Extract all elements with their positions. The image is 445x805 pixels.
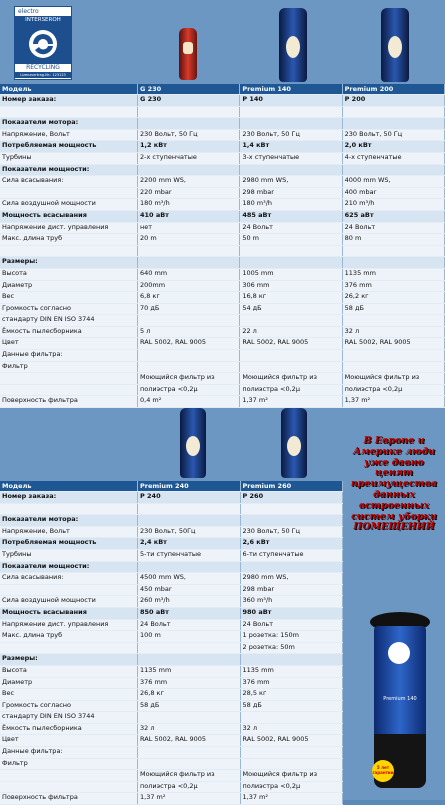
- table-cell: 625 аВт: [342, 210, 444, 222]
- table-cell: 2 розетка: 50m: [240, 642, 343, 654]
- table-cell: Поверхность фильтра: [0, 396, 138, 408]
- table-cell: 450 mbar: [138, 584, 241, 596]
- table-cell: Турбины: [0, 152, 138, 164]
- table-row: [0, 631, 343, 643]
- table-cell: [0, 584, 138, 596]
- table-cell: [240, 654, 343, 666]
- table-cell: [240, 257, 342, 269]
- table-row: [0, 106, 445, 118]
- table-row: [0, 129, 445, 141]
- table-cell: Диаметр: [0, 677, 138, 689]
- table-cell: [138, 245, 240, 257]
- table-cell: Размеры:: [0, 654, 138, 666]
- table-cell: 1,2 кВт: [138, 141, 240, 153]
- table-cell: 376 mm: [342, 280, 444, 292]
- logo-license-text: Lizenzvertrag-Nr.: 123123: [15, 72, 71, 78]
- table-cell: 26,8 кг: [138, 689, 241, 701]
- table-row: [0, 607, 343, 619]
- table-cell: Цвет: [0, 735, 138, 747]
- table-row: [0, 361, 445, 373]
- table-cell: Потребляемая мощность: [0, 141, 138, 153]
- table-cell: [240, 515, 343, 527]
- table-cell: 6,8 кг: [138, 292, 240, 304]
- table-cell: P 200: [342, 95, 444, 107]
- table-cell: 26,2 кг: [342, 292, 444, 304]
- column-header: Premium 200: [342, 84, 444, 95]
- table-cell: полиэстра <0,2µ: [240, 384, 342, 396]
- table-cell: RAL 5002, RAL 9005: [138, 735, 241, 747]
- table-cell: 20 m: [138, 234, 240, 246]
- table-cell: P 240: [138, 492, 241, 504]
- table-cell: Показатели мощности:: [0, 561, 138, 573]
- table-cell: Макс. длина труб: [0, 631, 138, 643]
- table-row: [0, 665, 343, 677]
- table-cell: Фильтр: [0, 361, 138, 373]
- table-cell: 28,5 кг: [240, 689, 343, 701]
- table-cell: 2,0 кВт: [342, 141, 444, 153]
- product-image-p140: [279, 8, 307, 82]
- table-cell: [0, 642, 138, 654]
- table-row: [0, 373, 445, 385]
- table-row: [0, 326, 445, 338]
- table-cell: Громкость согласно: [0, 303, 138, 315]
- table-cell: [342, 118, 444, 130]
- table-cell: [0, 373, 138, 385]
- table-cell: [342, 350, 444, 362]
- table-cell: 210 m³/h: [342, 199, 444, 211]
- table-cell: 2980 mm WS,: [240, 573, 343, 585]
- table-cell: Потребляемая мощность: [0, 538, 138, 550]
- table-row: [0, 315, 445, 327]
- table-cell: 58 дБ: [342, 303, 444, 315]
- table-cell: 32 л: [138, 723, 241, 735]
- table-cell: [342, 245, 444, 257]
- table-cell: 298 mbar: [240, 584, 343, 596]
- table-cell: 58 дБ: [240, 700, 343, 712]
- table-cell: Ёмкость пылесборника: [0, 326, 138, 338]
- table-cell: [240, 361, 342, 373]
- column-header: Premium 240: [138, 481, 241, 492]
- table-cell: 376 mm: [240, 677, 343, 689]
- table-cell: [138, 515, 241, 527]
- table-cell: RAL 5002, RAL 9005: [138, 338, 240, 350]
- table-cell: Вес: [0, 292, 138, 304]
- table-cell: 2200 mm WS,: [138, 176, 240, 188]
- interseroh-logo: [14, 6, 72, 80]
- table-cell: [240, 118, 342, 130]
- table-cell: Сила всасывания:: [0, 573, 138, 585]
- table-cell: 0,4 m²: [138, 396, 240, 408]
- table-cell: P 260: [240, 492, 343, 504]
- table-cell: Показатели мощности:: [0, 164, 138, 176]
- table-cell: Размеры:: [0, 257, 138, 269]
- table-cell: стандарту DIN EN ISO 3744: [0, 315, 138, 327]
- table-row: [0, 793, 343, 805]
- product-image-p200: [381, 8, 409, 82]
- table-cell: [342, 361, 444, 373]
- table-cell: 5 л: [138, 326, 240, 338]
- table-cell: 4500 mm WS,: [138, 573, 241, 585]
- table-cell: 6-ти ступенчатые: [240, 549, 343, 561]
- table-row: [0, 549, 343, 561]
- table-cell: 298 mbar: [240, 187, 342, 199]
- table-cell: 850 аВт: [138, 607, 241, 619]
- table-cell: Номер заказа:: [0, 492, 138, 504]
- table-cell: Фильтр: [0, 758, 138, 770]
- table-cell: 400 mbar: [342, 187, 444, 199]
- table-row: [0, 584, 343, 596]
- table-cell: 980 аВт: [240, 607, 343, 619]
- table-cell: Номер заказа:: [0, 95, 138, 107]
- table-cell: [240, 747, 343, 759]
- table-cell: 2,4 кВт: [138, 538, 241, 550]
- table-cell: 220 mbar: [138, 187, 240, 199]
- table-cell: [240, 712, 343, 724]
- table-cell: 70 дБ: [138, 303, 240, 315]
- table-cell: [138, 361, 240, 373]
- table-cell: [240, 164, 342, 176]
- table-cell: Показатели мотора:: [0, 515, 138, 527]
- table-row: [0, 642, 343, 654]
- table-row: [0, 303, 445, 315]
- table-cell: [138, 712, 241, 724]
- table-cell: [138, 642, 241, 654]
- table-cell: 32 л: [240, 723, 343, 735]
- table-cell: 1005 mm: [240, 268, 342, 280]
- table-cell: 1,37 m²: [138, 793, 241, 805]
- table-row: [0, 573, 343, 585]
- table-cell: 180 m³/h: [240, 199, 342, 211]
- column-header: Модель: [0, 481, 138, 492]
- table-cell: Высота: [0, 665, 138, 677]
- table-row: [0, 384, 445, 396]
- table-cell: 1,37 m²: [342, 396, 444, 408]
- table-cell: P 140: [240, 95, 342, 107]
- table-cell: 376 mm: [138, 677, 241, 689]
- table-cell: 1,37 m²: [240, 793, 343, 805]
- table-row: [0, 350, 445, 362]
- table-cell: 306 mm: [240, 280, 342, 292]
- table-cell: 230 Вольт, 50 Гц: [342, 129, 444, 141]
- table-cell: нет: [138, 222, 240, 234]
- table-cell: 1135 mm: [138, 665, 241, 677]
- table-row: [0, 234, 445, 246]
- table-cell: 16,8 кг: [240, 292, 342, 304]
- table-cell: Моющийся фильтр из: [240, 770, 343, 782]
- table-cell: 32 л: [342, 326, 444, 338]
- table-cell: полиэстра <0,2µ: [138, 781, 241, 793]
- promo-text: В Европе и Америке люди уже давно ценят преимущества данных встроенных систем уборки ПОМЕЩЕНИЙ: [350, 435, 438, 533]
- table-cell: Напряжение, Вольт: [0, 526, 138, 538]
- table-cell: 24 Вольт: [240, 619, 343, 631]
- logo-brand: INTERSEROH: [15, 16, 71, 24]
- table-cell: 54 дБ: [240, 303, 342, 315]
- spec-table-1: [0, 84, 445, 408]
- table-cell: Напряжение, Вольт: [0, 129, 138, 141]
- table-row: [0, 689, 343, 701]
- table-cell: Ёмкость пылесборника: [0, 723, 138, 735]
- table-cell: 410 аВт: [138, 210, 240, 222]
- table-row: [0, 781, 343, 793]
- table-row: [0, 538, 343, 550]
- table-cell: 1,37 m²: [240, 396, 342, 408]
- table-cell: [138, 503, 241, 515]
- table-cell: [0, 384, 138, 396]
- column-header: G 230: [138, 84, 240, 95]
- table-row: [0, 677, 343, 689]
- table-row: [0, 118, 445, 130]
- table-cell: 58 дБ: [138, 700, 241, 712]
- table-cell: 3-х ступенчатые: [240, 152, 342, 164]
- table-cell: 4-х ступенчатые: [342, 152, 444, 164]
- table-header-row: [0, 84, 445, 95]
- table-cell: [0, 245, 138, 257]
- table-header-row: [0, 481, 343, 492]
- spec-table-2: [0, 481, 343, 805]
- table-cell: полиэстра <0,2µ: [342, 384, 444, 396]
- table-cell: Моющийся фильтр из: [342, 373, 444, 385]
- table-row: [0, 222, 445, 234]
- table-cell: 640 mm: [138, 268, 240, 280]
- promo-vacuum-image: [368, 612, 432, 790]
- table-row: [0, 199, 445, 211]
- table-cell: [138, 118, 240, 130]
- column-header: Premium 140: [240, 84, 342, 95]
- product-image-g230: [179, 28, 197, 80]
- table-cell: 360 m³/h: [240, 596, 343, 608]
- table-cell: [138, 561, 241, 573]
- table-row: [0, 515, 343, 527]
- table-cell: Моющийся фильтр из: [138, 373, 240, 385]
- table-row: [0, 152, 445, 164]
- table-cell: 1 розетка: 150m: [240, 631, 343, 643]
- table-cell: 1,4 кВт: [240, 141, 342, 153]
- table-cell: [0, 781, 138, 793]
- table-cell: Высота: [0, 268, 138, 280]
- product-image-p260: [281, 408, 307, 478]
- table-row: [0, 747, 343, 759]
- table-cell: [0, 106, 138, 118]
- table-cell: Сила воздушной мощности: [0, 596, 138, 608]
- table-row: [0, 758, 343, 770]
- table-cell: RAL 5002, RAL 9005: [240, 735, 343, 747]
- table-cell: [240, 245, 342, 257]
- table-cell: стандарту DIN EN ISO 3744: [0, 712, 138, 724]
- table-row: [0, 735, 343, 747]
- table-cell: Сила всасывания:: [0, 176, 138, 188]
- table-cell: G 230: [138, 95, 240, 107]
- table-cell: Громкость согласно: [0, 700, 138, 712]
- table-cell: Моющийся фильтр из: [240, 373, 342, 385]
- table-cell: [138, 164, 240, 176]
- table-cell: 22 л: [240, 326, 342, 338]
- table-cell: 100 m: [138, 631, 241, 643]
- table-cell: Цвет: [0, 338, 138, 350]
- table-cell: 200mm: [138, 280, 240, 292]
- table-cell: 24 Вольт: [240, 222, 342, 234]
- table-cell: [240, 758, 343, 770]
- table-cell: 50 m: [240, 234, 342, 246]
- table-cell: 1135 mm: [342, 268, 444, 280]
- table-cell: [240, 561, 343, 573]
- table-cell: 24 Вольт: [138, 619, 241, 631]
- table-cell: 230 Вольт, 50 Гц: [138, 129, 240, 141]
- table-cell: [342, 257, 444, 269]
- logo-top-text: electro: [18, 8, 39, 15]
- table-cell: Диаметр: [0, 280, 138, 292]
- column-header: Модель: [0, 84, 138, 95]
- table-row: [0, 712, 343, 724]
- table-cell: Данные фильтра:: [0, 350, 138, 362]
- table-row: [0, 396, 445, 408]
- table-cell: Мощность всасывания: [0, 210, 138, 222]
- table-row: [0, 770, 343, 782]
- table-row: [0, 187, 445, 199]
- table-row: [0, 268, 445, 280]
- table-cell: 485 аВт: [240, 210, 342, 222]
- table-row: [0, 526, 343, 538]
- table-cell: RAL 5002, RAL 9005: [240, 338, 342, 350]
- table-cell: Напряжение дист. управления: [0, 619, 138, 631]
- table-row: [0, 561, 343, 573]
- table-cell: Мощность всасывания: [0, 607, 138, 619]
- recycling-icon: [15, 24, 71, 64]
- table-cell: Макс. длина труб: [0, 234, 138, 246]
- table-cell: 1135 mm: [240, 665, 343, 677]
- table-cell: 230 Вольт, 50 Гц: [240, 129, 342, 141]
- table-cell: 2-х ступенчатые: [138, 152, 240, 164]
- table-cell: [342, 315, 444, 327]
- table-cell: [342, 106, 444, 118]
- table-row: [0, 257, 445, 269]
- table-cell: 180 m³/h: [138, 199, 240, 211]
- table-cell: 230 Вольт, 50Гц: [138, 526, 241, 538]
- table-row: [0, 503, 343, 515]
- table-cell: Сила воздушной мощности: [0, 199, 138, 211]
- table-cell: 80 m: [342, 234, 444, 246]
- table-cell: [138, 350, 240, 362]
- table-cell: 4000 mm WS,: [342, 176, 444, 188]
- table-row: [0, 210, 445, 222]
- table-row: [0, 141, 445, 153]
- table-cell: [138, 654, 241, 666]
- table-row: [0, 245, 445, 257]
- table-row: [0, 723, 343, 735]
- table-cell: [240, 315, 342, 327]
- table-cell: 230 Вольт, 50 Гц: [240, 526, 343, 538]
- warranty-badge: 5 лет гарантии: [372, 760, 394, 782]
- promo-unit-label: Premium 140: [383, 696, 417, 702]
- table-cell: 5-ти ступенчатые: [138, 549, 241, 561]
- table-row: [0, 95, 445, 107]
- table-row: [0, 596, 343, 608]
- table-cell: [0, 770, 138, 782]
- table-row: [0, 492, 343, 504]
- table-cell: Вес: [0, 689, 138, 701]
- table-cell: 24 Вольт: [342, 222, 444, 234]
- table-row: [0, 292, 445, 304]
- table-cell: [0, 503, 138, 515]
- table-cell: 2,6 кВт: [240, 538, 343, 550]
- table-cell: Турбины: [0, 549, 138, 561]
- table-cell: [138, 106, 240, 118]
- table-cell: [0, 187, 138, 199]
- table-cell: [240, 503, 343, 515]
- table-row: [0, 176, 445, 188]
- table-cell: Поверхность фильтра: [0, 793, 138, 805]
- table-row: [0, 619, 343, 631]
- table-cell: [240, 106, 342, 118]
- table-cell: Данные фильтра:: [0, 747, 138, 759]
- table-row: [0, 164, 445, 176]
- table-cell: Напряжение дист. управления: [0, 222, 138, 234]
- table-cell: Показатели мотора:: [0, 118, 138, 130]
- table-cell: [138, 257, 240, 269]
- table-cell: [138, 315, 240, 327]
- table-cell: полиэстра <0,2µ: [240, 781, 343, 793]
- table-cell: 2980 mm WS,: [240, 176, 342, 188]
- product-image-p240: [180, 408, 206, 478]
- table-cell: [342, 164, 444, 176]
- table-cell: 260 m³/h: [138, 596, 241, 608]
- logo-recycling-text: RECYCLING: [26, 64, 60, 71]
- table-row: [0, 280, 445, 292]
- column-header: Premium 260: [240, 481, 343, 492]
- table-cell: Моющийся фильтр из: [138, 770, 241, 782]
- table-row: [0, 654, 343, 666]
- table-row: [0, 338, 445, 350]
- table-row: [0, 700, 343, 712]
- table-cell: [138, 747, 241, 759]
- table-cell: полиэстра <0,2µ: [138, 384, 240, 396]
- table-cell: RAL 5002, RAL 9005: [342, 338, 444, 350]
- table-cell: [138, 758, 241, 770]
- table-cell: [240, 350, 342, 362]
